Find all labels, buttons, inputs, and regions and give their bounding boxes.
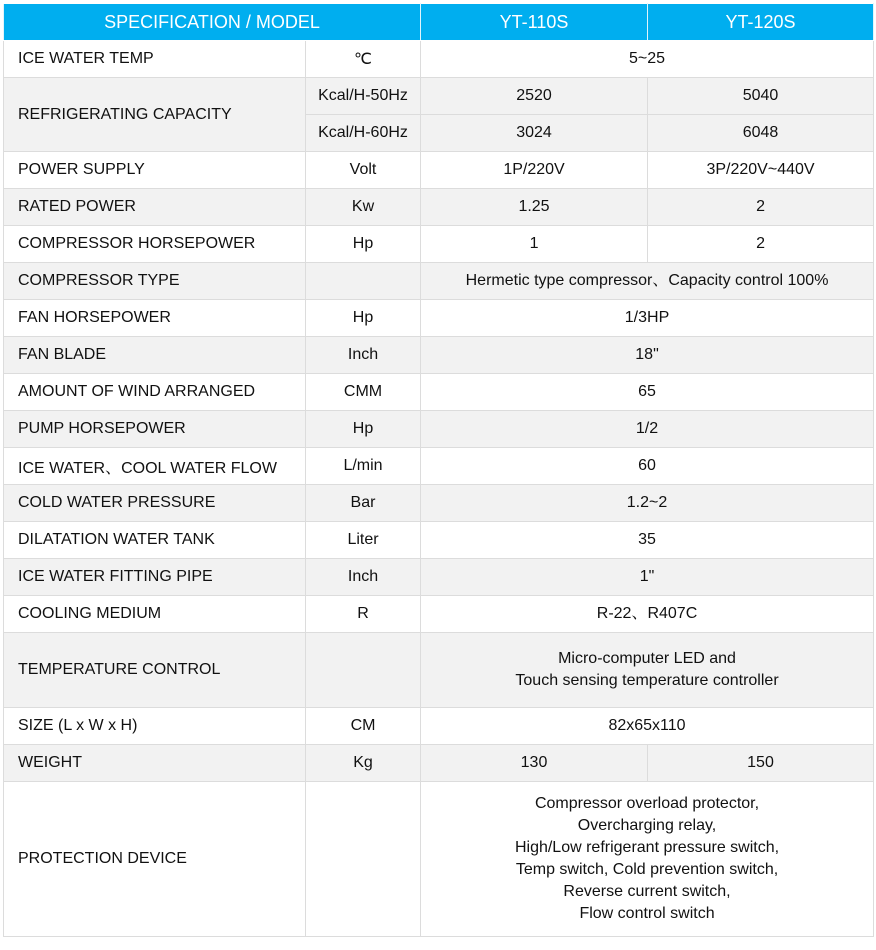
row-unit [306,633,421,708]
row-value: 5040 [648,78,874,115]
model-header-yt-120s: YT-120S [648,4,874,41]
row-value: 1/3HP [421,300,874,337]
table-row [4,300,874,337]
spec-table [3,3,874,937]
table-row [4,522,874,559]
row-value: 2520 [421,78,648,115]
row-unit: Hp [306,226,421,263]
row-label: SIZE (L x W x H) [4,708,306,745]
row-unit: Kg [306,745,421,782]
row-unit: Hp [306,411,421,448]
row-label: FAN HORSEPOWER [4,300,306,337]
spec-table-body [4,41,874,937]
table-row [4,485,874,522]
row-unit: L/min [306,448,421,485]
row-label: ICE WATER、COOL WATER FLOW [4,448,306,485]
row-unit: Inch [306,559,421,596]
row-value: 2 [648,226,874,263]
row-value: 35 [421,522,874,559]
row-value: 60 [421,448,874,485]
row-label: DILATATION WATER TANK [4,522,306,559]
row-unit: CM [306,708,421,745]
table-row [4,708,874,745]
row-unit: ℃ [306,41,421,78]
row-value: 1P/220V [421,152,648,189]
table-row [4,226,874,263]
row-label: ICE WATER TEMP [4,41,306,78]
row-unit: Kw [306,189,421,226]
spec-model-header: SPECIFICATION / MODEL [4,4,421,41]
table-row [4,152,874,189]
row-label: RATED POWER [4,189,306,226]
row-value: 1.25 [421,189,648,226]
table-row [4,448,874,485]
row-value: Hermetic type compressor、Capacity control 100% [421,263,874,300]
row-unit: CMM [306,374,421,411]
row-value: 1" [421,559,874,596]
table-row [4,41,874,78]
row-label: POWER SUPPLY [4,152,306,189]
row-unit: Liter [306,522,421,559]
row-label: ICE WATER FITTING PIPE [4,559,306,596]
row-label: TEMPERATURE CONTROL [4,633,306,708]
table-row [4,745,874,782]
model-header-yt-110s: YT-110S [421,4,648,41]
table-row [4,782,874,937]
row-label: COLD WATER PRESSURE [4,485,306,522]
row-unit [306,782,421,937]
row-value: 130 [421,745,648,782]
row-label: COMPRESSOR HORSEPOWER [4,226,306,263]
row-unit [306,263,421,300]
table-row [4,78,874,115]
row-unit: Hp [306,300,421,337]
table-row [4,263,874,300]
row-unit: Kcal/H-60Hz [306,115,421,152]
row-label: PROTECTION DEVICE [4,782,306,937]
row-value: 6048 [648,115,874,152]
row-value: 1/2 [421,411,874,448]
table-row [4,633,874,708]
row-value: 5~25 [421,41,874,78]
row-value: 18" [421,337,874,374]
row-unit: Inch [306,337,421,374]
row-value: 1 [421,226,648,263]
row-value: 3P/220V~440V [648,152,874,189]
table-header-row [4,4,874,41]
row-unit: Kcal/H-50Hz [306,78,421,115]
table-row [4,596,874,633]
row-unit: Volt [306,152,421,189]
row-value: Micro-computer LED and Touch sensing temperature controller [421,633,874,708]
row-label: REFRIGERATING CAPACITY [4,78,306,152]
row-value: 82x65x110 [421,708,874,745]
row-unit: R [306,596,421,633]
row-label: AMOUNT OF WIND ARRANGED [4,374,306,411]
row-value: 65 [421,374,874,411]
row-value: 3024 [421,115,648,152]
table-row [4,337,874,374]
table-row [4,559,874,596]
row-label: PUMP HORSEPOWER [4,411,306,448]
row-value: Compressor overload protector, Overcharging relay, High/Low refrigerant pressure switch, Temp switch, Cold prevention switch, Reverse current switch, Flow control switch [421,782,874,937]
row-value: 150 [648,745,874,782]
table-row [4,189,874,226]
row-label: COOLING MEDIUM [4,596,306,633]
row-label: WEIGHT [4,745,306,782]
table-row [4,374,874,411]
table-row [4,411,874,448]
row-label: FAN BLADE [4,337,306,374]
row-unit: Bar [306,485,421,522]
row-value: 1.2~2 [421,485,874,522]
row-value: R-22、R407C [421,596,874,633]
row-value: 2 [648,189,874,226]
row-label: COMPRESSOR TYPE [4,263,306,300]
